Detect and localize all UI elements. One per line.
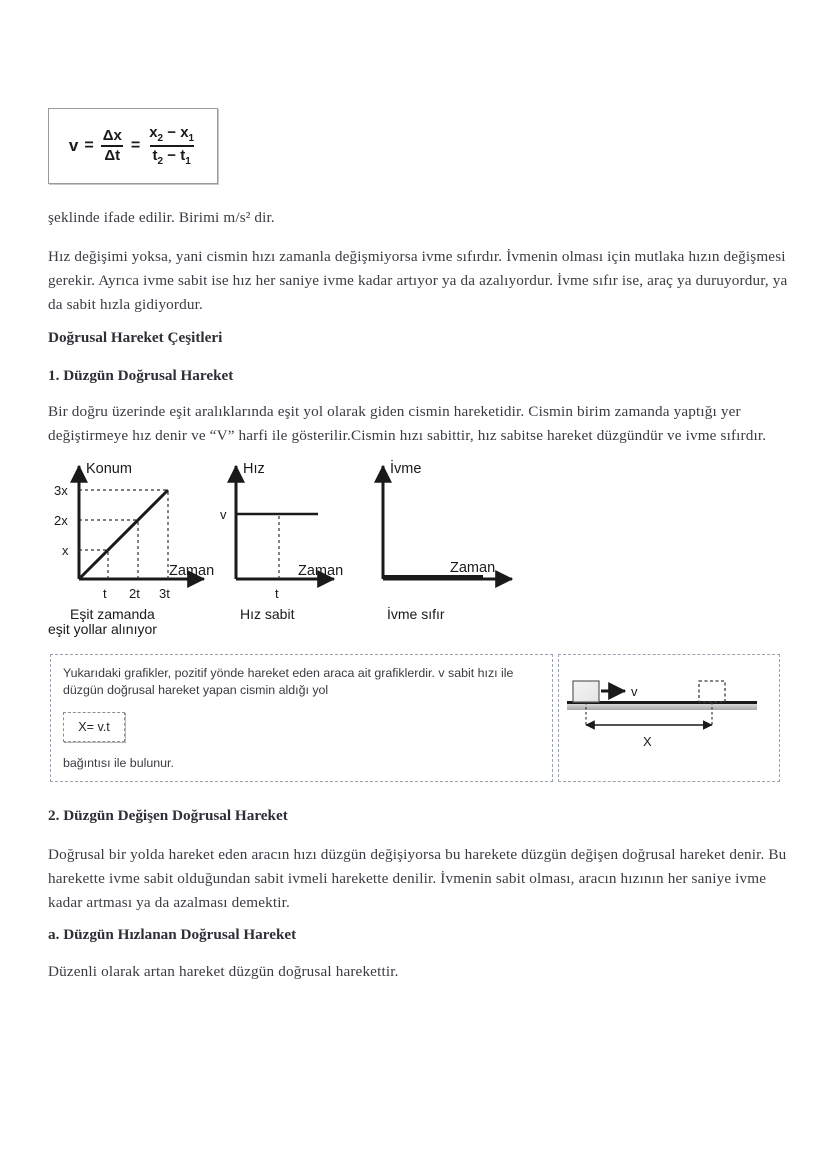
note-box-text: Yukarıdaki grafikler, pozitif yönde hareket eden araca ait grafiklerdir. v sabit hızı ile düzgün doğrusal hareket yapan cismin aldığı yol (63, 666, 514, 697)
explanation-note-box (50, 654, 553, 782)
velocity-time-graph (220, 461, 343, 622)
note-box-tail-text: bağıntısı ile bulunur. (63, 756, 174, 770)
formula-content (49, 109, 217, 183)
graphs-svg (46, 452, 566, 637)
acceleration-time-graph (383, 459, 512, 622)
paragraph-accelerating-definition: Düzenli olarak artan hareket düzgün doğrusal harekettir. (48, 963, 399, 980)
paragraph-acceleration-explanation: Hız değişimi yoksa, yani cismin hızı zamanla değişmiyorsa ivme sıfırdır. İvmenin olması için mutlaka hızın değişmesi gerekir. Ayrıca ivme sabit ise hız her saniye ivme kadar artıyor ya da azalıyordur. İvme sıfır ise, araç ya duruyordur, ya da sabit hızla gidiyordur. (48, 248, 788, 313)
graph1-xlabel: Zaman (169, 563, 215, 579)
formula-delta-t: Δt (101, 145, 123, 164)
block-diagram-box (558, 654, 780, 782)
heading-uniformly-changing-motion: 2. Düzgün Değişen Doğrusal Hareket (48, 807, 288, 824)
average-velocity-formula-box (48, 108, 218, 184)
graph1-ytick-2x: 2x (54, 513, 68, 528)
formula-v-symbol: v (68, 136, 79, 155)
formula-fraction-delta (100, 128, 125, 164)
surface-body (567, 704, 757, 710)
graph2-ylabel: Hız (243, 461, 265, 477)
heading-uniformly-accelerating-motion: a. Düzgün Hızlanan Doğrusal Hareket (48, 926, 297, 943)
paragraph-uniform-motion-definition: Bir doğru üzerinde eşit aralıklarında eşit yol olarak giden cismin hareketidir. Cismin birim zamanda yaptığı yer değiştirmeye hız denir ve “V” harfi ile gösterilir.Cismin hızı sabittir, hız sabitse hareket düzgündür ve ivme sıfırdır. (48, 403, 767, 444)
graph1-ytick-3x: 3x (54, 483, 68, 498)
graph2-ytick-v: v (220, 507, 227, 522)
graph1-ylabel: Konum (86, 461, 132, 477)
distance-formula-box: X= v.t (63, 712, 125, 742)
graph2-xlabel: Zaman (298, 563, 344, 579)
heading-uniform-linear-motion: 1. Düzgün Doğrusal Hareket (48, 367, 234, 384)
paragraph-uniformly-changing-definition: Doğrusal bir yolda hareket eden aracın hızı düzgün değişiyorsa bu harekete düzgün değişen doğrusal hareket denir. Bu harekette ivme sabit olduğundan sabit ivmeli harekette denilir. İvmenin sabit olması, aracın hızının her saniye ivme kadar artması ya da azalması demektir. (48, 846, 787, 911)
motion-graphs-figure (46, 452, 566, 637)
graph1-xtick-3t: 3t (159, 586, 170, 601)
graph3-ylabel: İvme (390, 461, 422, 477)
paragraph-unit-statement: şeklinde ifade edilir. Birimi m/s² dir. (48, 209, 275, 226)
formula-x2-minus-x1: $x_2 - x_1$ (149, 123, 195, 144)
graph1-caption-line2: eşit yollar alınıyor (48, 621, 157, 637)
formula-equals-2: = (130, 137, 141, 154)
graph1-xtick-t: t (103, 586, 107, 601)
position-time-graph (48, 461, 214, 637)
formula-delta-x: Δx (102, 127, 122, 145)
distance-label: X (643, 734, 652, 749)
graph1-xtick-2t: 2t (129, 586, 140, 601)
graph1-caption-line1: Eşit zamanda (70, 606, 155, 622)
formula-fraction-indices (146, 125, 197, 168)
graph1-ytick-x: x (62, 543, 69, 558)
heading-motion-types: Doğrusal Hareket Çeşitleri (48, 329, 223, 346)
block-start (573, 681, 599, 702)
graph3-caption: İvme sıfır (387, 606, 445, 622)
block-end-ghost (699, 681, 725, 702)
graph2-xtick-t: t (275, 586, 279, 601)
velocity-label: v (631, 684, 638, 699)
graph3-xlabel: Zaman (450, 560, 496, 576)
graph2-caption: Hız sabit (240, 606, 295, 622)
formula-t2-minus-t1: $t_2 - t_1$ (150, 145, 194, 168)
formula-equals-1: = (84, 137, 94, 154)
block-on-surface-diagram (559, 655, 779, 781)
